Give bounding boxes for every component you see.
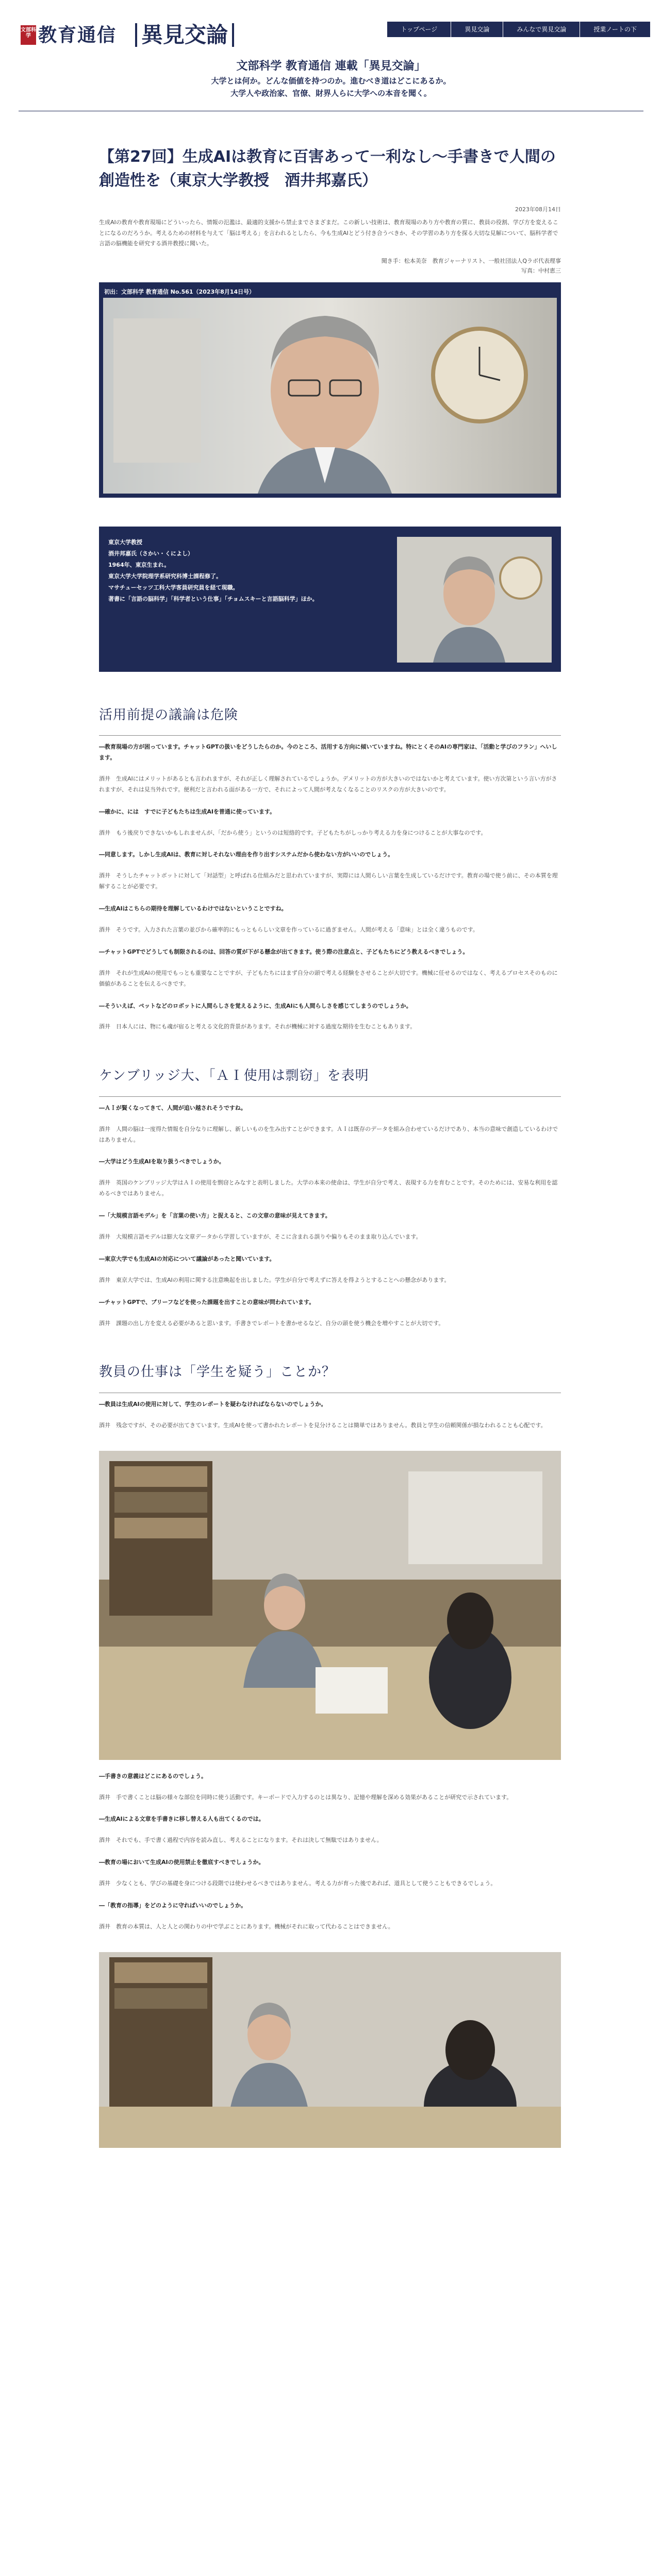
site-header: [0, 0, 662, 52]
profile-name: 酒井邦嘉氏（さかい・くによし）: [108, 550, 193, 557]
answer: 酒井 手で書くことは脳の様々な部位を同時に使う活動です。キーボードで入力するのとは異なり、記憶や理解を深める効果があることが研究で示されています。: [99, 1793, 512, 1801]
profile-line: マサチューセッツ工科大学客員研究員を経て現職。: [108, 584, 239, 591]
main-photo-box: [99, 282, 561, 498]
photo-caption: 初出：文部科学 教育通信 No.561（2023年8月14日号）: [104, 288, 255, 295]
answer: 酒井 人間の脳は一度得た情報を自分なりに理解し、新しいものを生み出すことができます。ＡＩは既存のデータを組み合わせているだけであり、本当の意味で創造しているわけではありません。: [99, 1125, 558, 1143]
answer: 酒井 そうしたチャットボットに対して「対話型」と呼ばれる仕組みだと思われていますが、実際には人間らしい言葉を生成しているだけです。教育の場で使う前に、その本質を理解することが必要です。: [99, 872, 558, 890]
series-desc-2: 大学人や政治家、官僚、財界人らに大学への本音を聞く。: [230, 88, 432, 98]
section-body: [99, 1399, 561, 2148]
profile-photo: [397, 537, 552, 663]
profile-line: 東京大学大学院理学系研究科博士課程修了。: [108, 572, 222, 580]
question: ―ＡＩが賢くなってきて、人間が追い越されそうですね。: [99, 1104, 246, 1111]
profile-affiliation: 東京大学教授: [108, 538, 142, 546]
answer: 酒井 大規模言語モデルは膨大な文章データから学習していますが、そこに含まれる誤りや偏りもそのまま取り込んでいます。: [99, 1233, 422, 1240]
interview-photo: [99, 1952, 561, 2148]
profile-line: 1964年、東京生まれ。: [108, 561, 170, 568]
question: ―生成AIによる文章を手書きに移し替える人も出てくるのでは。: [99, 1816, 264, 1823]
main-photo: [103, 298, 557, 494]
section-body: [99, 1103, 561, 1329]
answer: 酒井 課題の出し方を変える必要があると思います。手書きでレポートを書かせるなど、自分の頭を使う機会を増やすことが大切です。: [99, 1319, 444, 1327]
nav-note[interactable]: 授業ノートの下: [580, 22, 651, 37]
question: ―教育の場において生成AIの使用禁止を徹底すべきでしょうか。: [99, 1859, 264, 1866]
section-body: [99, 742, 561, 1032]
question: ―チャットGPTでどうしても制限されるのは、回答の質が下がる懸念が出てきます。使う際の注意点と、子どもたちにどう教えるべきでしょう。: [99, 948, 469, 955]
nav-iken[interactable]: 異見交論: [451, 22, 503, 37]
logo-series: 異見交論: [135, 23, 234, 47]
section-heading: ケンブリッジ大、「ＡＩ使用は剽窃」を表明: [99, 1068, 369, 1084]
answer: 酒井 東京大学では、生成AIの利用に関する注意喚起を出しました。学生が自分で考えずに答えを得ようとすることへの懸念があります。: [99, 1276, 450, 1283]
logo-mark: [21, 18, 117, 53]
answer: 酒井 それでも、手で書く過程で内容を読み直し、考えることになります。それは決して無駄ではありません。: [99, 1837, 383, 1844]
logo-text: 教育通信: [38, 24, 117, 46]
article-intro: 生成AIの教育や教育現場にどういったら、情報の氾濫は、最適的支援から禁止までさまざまだ。この新しい技術は、教育現場のあり方や教育の質に、教員の役割、学び方を変えることになるのだろうか。考えるための材料を与えて「脳は考える」を言われるとしたら、今も生成AIとどう付き合うべきか、その学習のあり方を探る大切な見解について、脳科学者で言語の脳機能を研究する酒井教授に聞いた。: [99, 218, 558, 247]
question: ―教員は生成AIの使用に対して、学生のレポートを疑わなければならないのでしょうか。: [99, 1400, 327, 1408]
nav-minna[interactable]: みんなで異見交論: [503, 22, 580, 37]
answer: 酒井 少なくとも、学びの基礎を身につける段階では使わせるべきではありません。考える力が育った後であれば、道具として使うこともできるでしょう。: [99, 1880, 496, 1887]
question: ―手書きの意義はどこにあるのでしょう。: [99, 1772, 207, 1780]
question: ―生成AIはこちらの期待を理解しているわけではないということですね。: [99, 905, 287, 912]
series-desc-1: 大学とは何か。どんな価値を持つのか。進むべき道はどこにあるか。: [211, 76, 451, 86]
question: ―東京大学でも生成AIの対応について議論があったと聞いています。: [99, 1255, 275, 1262]
global-nav: [387, 22, 651, 37]
series-title: 文部科学 教育通信 連載「異見交論」: [236, 60, 426, 73]
section-divider: [99, 735, 561, 736]
answer: 酒井 生成AIにはメリットがあるとも言われますが、それが正しく理解されているでしょうか。デメリットの方が大きいのではないかと考えています。使い方次第という言い方がされますが、それは見当外れです。便利だと言われる面がある一方で、それによって人間が考えなくなることのリスクの方が大きいのです。: [99, 775, 557, 793]
series-lead: [0, 59, 662, 99]
logo-badge: 文部科学: [21, 25, 36, 45]
nav-top[interactable]: トップページ: [387, 22, 451, 37]
answer: 酒井 日本人には、物にも魂が宿ると考える文化的背景があります。それが機械に対する過度な期待を生むこともあります。: [99, 1023, 416, 1030]
profile-box: [99, 527, 561, 672]
question: ―確かに、には すでに子どもたちは生成AIを普通に使っています。: [99, 808, 276, 815]
article-date: 2023年08月14日: [515, 206, 561, 213]
profile-line: 著書に「言語の脳科学」「科学者という仕事」「チョムスキーと言語脳科学」ほか。: [108, 595, 318, 602]
section-heading: 活用前提の議論は危険: [99, 707, 239, 723]
site-logo[interactable]: [21, 18, 234, 53]
credit-interviewer: 聞き手：松本美奈 教育ジャーナリスト、一般社団法人Qラボ代表理事: [381, 258, 561, 265]
answer: 酒井 それが生成AIの使用でもっとも重要なことですが、子どもたちにはまず自分の頭で考える経験をさせることが大切です。機械に任せるのではなく、考えるプロセスそのものに価値があることを伝えるべきです。: [99, 969, 558, 987]
article-credit: [99, 257, 561, 276]
answer: 酒井 もう後戻りできないかもしれませんが、「だから使う」というのは短絡的です。子どもたちがしっかり考える力を身につけることが大事なのです。: [99, 829, 487, 836]
answer: 酒井 残念ですが、その必要が出てきています。生成AIを使って書かれたレポートを見分けることは簡単ではありません。教員と学生の信頼関係が損なわれることも心配です。: [99, 1421, 547, 1429]
answer: 酒井 教育の本質は、人と人との関わりの中で学ぶことにあります。機械がそれに取って代わることはできません。: [99, 1923, 394, 1930]
interview-photo: [99, 1451, 561, 1760]
question: ―教育現場の方が困っています。チャットGPTの扱いをどうしたらのか。今のところ、活用する方向に傾いていますね。特にとくそのAIの専門家は、「活動と学びのフラン」へいします。: [99, 743, 557, 761]
section-divider: [99, 1096, 561, 1097]
section-heading: 教員の仕事は「学生を疑う」ことか？: [99, 1364, 336, 1380]
question: ―「大規模言語モデル」を「言葉の使い方」と捉えると、この文章の意味が見えてきます。: [99, 1212, 331, 1219]
answer: 酒井 英国のケンブリッジ大学はＡＩの使用を剽窃とみなすと表明しました。大学の本来の使命は、学生が自分で考え、表現する力を育むことです。そのためには、安易な利用を認めるべきではありません。: [99, 1179, 558, 1197]
question: ―チャットGPTで、ブリーフなどを使った課題を出すことの意味が問われています。: [99, 1298, 315, 1306]
article: [0, 145, 662, 2148]
question: ―「教育の指導」をどのように守ればいいのでしょうか。: [99, 1902, 246, 1909]
question: ―そういえば、ペットなどのロボットに人間らしさを覚えるように、生成AIにも人間らしさを感じてしまうのでしょうか。: [99, 1002, 412, 1009]
question: ―同意します。しかし生成AIは、教育に対しそれない理由を作り出すシステムだから使わない方がいいのでしょう。: [99, 851, 394, 858]
answer: 酒井 そうです。入力された言葉の並びから確率的にもっともらしい文章を作っているに過ぎません。人間が考える「意味」とは全く違うものです。: [99, 926, 478, 934]
article-title: 【第27回】生成AIは教育に百害あって一利なし～手書きで人間の創造性を（東京大学教授 酒井邦嘉氏）: [99, 147, 556, 190]
credit-photographer: 写真：中村恵三: [521, 267, 561, 275]
question: ―大学はどう生成AIを取り扱うべきでしょうか。: [99, 1158, 225, 1165]
